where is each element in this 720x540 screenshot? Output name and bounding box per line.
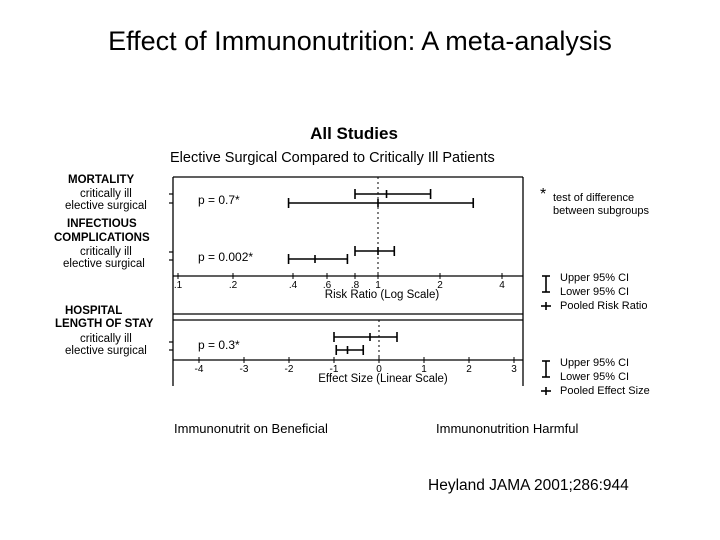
legend-rr-pooled: Pooled Risk Ratio bbox=[560, 300, 648, 312]
chart-subtitle: All Studies bbox=[310, 124, 398, 143]
infection-p-value: p = 0.002* bbox=[198, 250, 254, 264]
rr-tick-label: 1 bbox=[375, 280, 381, 291]
los-critically-ill-label: critically ill bbox=[80, 333, 132, 345]
mortality-p-value: p = 0.7* bbox=[198, 193, 240, 207]
rr-tick-label: .6 bbox=[322, 280, 332, 291]
rr-tick-label: .2 bbox=[228, 280, 238, 291]
mortality-critically-ill-label: critically ill bbox=[80, 188, 132, 200]
legend-es-pooled: Pooled Effect Size bbox=[560, 385, 650, 397]
es-axis-label: Effect Size (Linear Scale) bbox=[318, 373, 448, 385]
los-elective-surgical-label: elective surgical bbox=[65, 345, 147, 357]
rr-tick-label: .1 bbox=[173, 280, 183, 291]
mortality-elective-surgical-label: elective surgical bbox=[65, 200, 147, 212]
harmful-label: Immunonutrition Harmful bbox=[436, 421, 579, 436]
rr-tick-label: .8 bbox=[350, 280, 360, 291]
infection-critically-ill-label: critically ill bbox=[80, 246, 132, 258]
comparison-label: Elective Surgical Compared to Critically Ill Patients bbox=[170, 150, 495, 166]
note-line2: between subgroups bbox=[553, 205, 650, 217]
es-tick-label: 2 bbox=[466, 364, 472, 375]
infection-header-line2: COMPLICATIONS bbox=[54, 232, 150, 244]
rr-axis-label: Risk Ratio (Log Scale) bbox=[324, 289, 440, 301]
es-tick-label: 3 bbox=[511, 364, 517, 375]
es-tick-label: -4 bbox=[194, 364, 204, 375]
legend-glyphs bbox=[541, 276, 551, 395]
plot-frame bbox=[169, 177, 523, 386]
rr-tick-label: .4 bbox=[288, 280, 298, 291]
note-star: * bbox=[540, 186, 547, 203]
beneficial-label: Immunonutrit on Beneficial bbox=[174, 421, 328, 436]
legend-rr-lower: Lower 95% CI bbox=[560, 286, 630, 298]
es-tick-label: -3 bbox=[239, 364, 249, 375]
rr-tick-label: 4 bbox=[499, 280, 505, 291]
plot-marks bbox=[289, 189, 474, 355]
es-tick-label: 1 bbox=[421, 364, 427, 375]
legend-es-lower: Lower 95% CI bbox=[560, 371, 630, 383]
legend-rr-upper: Upper 95% CI bbox=[560, 272, 630, 284]
infection-elective-surgical-label: elective surgical bbox=[63, 258, 145, 270]
infection-header-line1: INFECTIOUS bbox=[67, 218, 137, 230]
es-tick-label: -2 bbox=[284, 364, 294, 375]
slide-title: Effect of Immunonutrition: A meta-analysis bbox=[108, 26, 612, 56]
los-header-line2: LENGTH OF STAY bbox=[55, 318, 154, 330]
los-p-value: p = 0.3* bbox=[198, 338, 240, 352]
es-tick-label: 0 bbox=[376, 364, 382, 375]
mortality-header: MORTALITY bbox=[68, 174, 135, 186]
note-line1: test of difference bbox=[553, 192, 635, 204]
legend-es-upper: Upper 95% CI bbox=[560, 357, 630, 369]
citation: Heyland JAMA 2001;286:944 bbox=[428, 477, 629, 494]
rr-tick-label: 2 bbox=[437, 280, 443, 291]
es-tick-label: -1 bbox=[329, 364, 339, 375]
los-header-line1: HOSPITAL bbox=[65, 305, 123, 317]
